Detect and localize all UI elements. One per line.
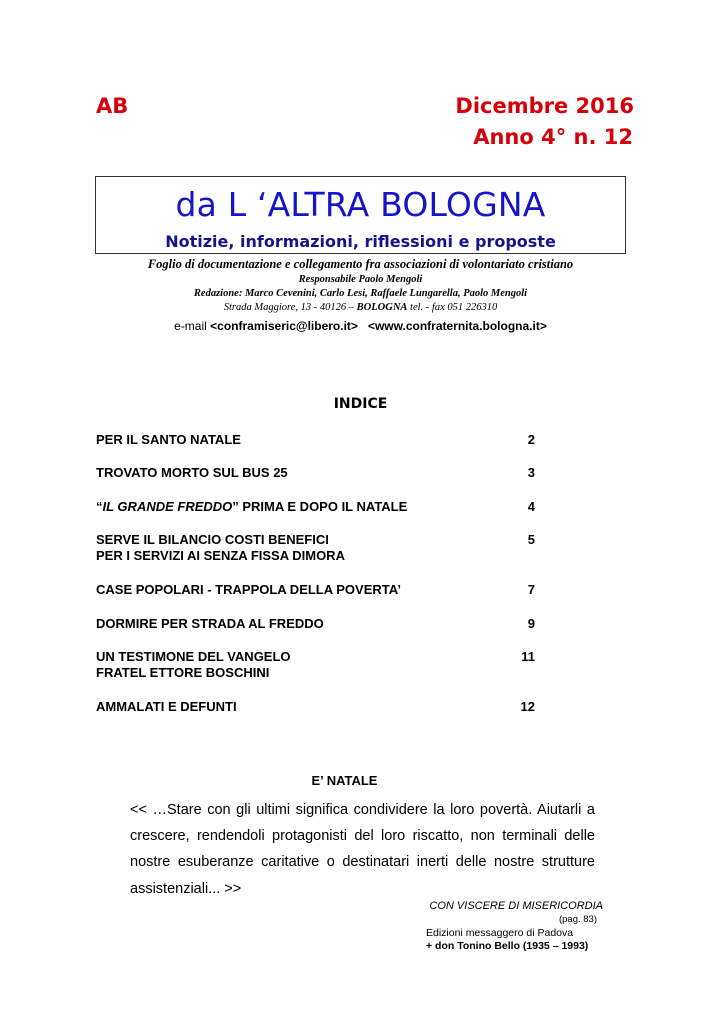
editor-in-charge: Responsabile Paolo Mengoli: [298, 274, 423, 285]
toc-entry: [96, 649, 535, 681]
toc-entry-page: 3: [527, 465, 535, 480]
publication-description: Foglio di documentazione e collegamento fra associazioni di volontariato cristiano: [147, 257, 574, 271]
toc-entry-title-line2: PER I SERVIZI AI SENZA FISSA DIMORA: [96, 548, 345, 563]
address-street: Strada Maggiore, 13 - 40126 –: [223, 302, 357, 313]
toc-entry-page: 5: [527, 532, 535, 547]
toc-entry: [96, 699, 535, 715]
editorial-staff: Redazione: Marco Cevenini, Carlo Lesi, Raffaele Lungarella, Paolo Mengoli: [193, 288, 528, 299]
toc-quote-open: “: [96, 499, 103, 514]
toc-entry-title: TROVATO MORTO SUL BUS 25: [96, 465, 288, 480]
contact-line: [95, 319, 626, 333]
toc-entry-page: 7: [527, 582, 535, 597]
toc-title-rest: ” PRIMA E DOPO IL NATALE: [232, 499, 408, 514]
postal-address: [95, 302, 626, 313]
index-heading: INDICE: [333, 396, 388, 412]
address-phone: tel. - fax 051 226310: [407, 302, 498, 313]
masthead-tag: AB: [96, 94, 129, 118]
toc-title-italic: IL GRANDE FREDDO: [102, 499, 233, 514]
toc-entry-page: 11: [521, 649, 535, 664]
toc-entry: [96, 432, 535, 448]
toc-entry: [96, 499, 535, 515]
newsletter-title: da L ‘ALTRA BOLOGNA: [175, 185, 546, 224]
website-link[interactable]: <www.confraternita.bologna.it>: [367, 319, 547, 333]
address-city: BOLOGNA: [356, 302, 408, 313]
citation-author: + don Tonino Bello (1935 – 1993): [426, 940, 589, 952]
toc-entry-title-line2: FRATEL ETTORE BOSCHINI: [96, 665, 270, 680]
citation-page: (pag. 83): [558, 914, 597, 925]
toc-entry-title: DORMIRE PER STRADA AL FREDDO: [96, 616, 324, 631]
toc-entry-page: 12: [520, 699, 535, 714]
email-label: e-mail: [174, 319, 211, 333]
toc-entry-title-line1: UN TESTIMONE DEL VANGELO: [96, 649, 291, 664]
toc-entry: [96, 616, 535, 632]
toc-entry: [96, 582, 535, 598]
masthead-date: Dicembre 2016: [455, 94, 634, 118]
toc-entry-title: CASE POPOLARI - TRAPPOLA DELLA POVERTA’: [96, 582, 402, 597]
toc-entry: [96, 465, 535, 481]
citation-publisher: Edizioni messaggero di Padova: [426, 927, 574, 939]
toc-entry-title: [96, 499, 535, 515]
toc-entry-title: PER IL SANTO NATALE: [96, 432, 241, 447]
toc-entry-title: AMMALATI E DEFUNTI: [96, 699, 237, 714]
toc-entry-title-line1: SERVE IL BILANCIO COSTI BENEFICI: [96, 532, 329, 547]
email-address[interactable]: <conframiseric@libero.it>: [210, 319, 358, 333]
masthead-issue: Anno 4° n. 12: [473, 125, 633, 149]
toc-entry: [96, 532, 535, 564]
toc-entry-page: 9: [527, 616, 535, 631]
quotation-text: << …Stare con gli ultimi significa condividere la loro povertà. Aiutarli a crescere, rendendoli protagonisti del loro riscatto, non terminali delle nostre esuberanze caritative o destinatari inerti delle nostre strutture assistenziali... >>: [130, 802, 595, 897]
toc-entry-page: 2: [527, 432, 535, 447]
citation-book: CON VISCERE DI MISERICORDIA: [429, 900, 603, 912]
section-heading: E’ NATALE: [311, 773, 378, 788]
toc-entry-page: 4: [527, 499, 535, 514]
newsletter-subtitle: Notizie, informazioni, riflessioni e proposte: [165, 232, 556, 251]
